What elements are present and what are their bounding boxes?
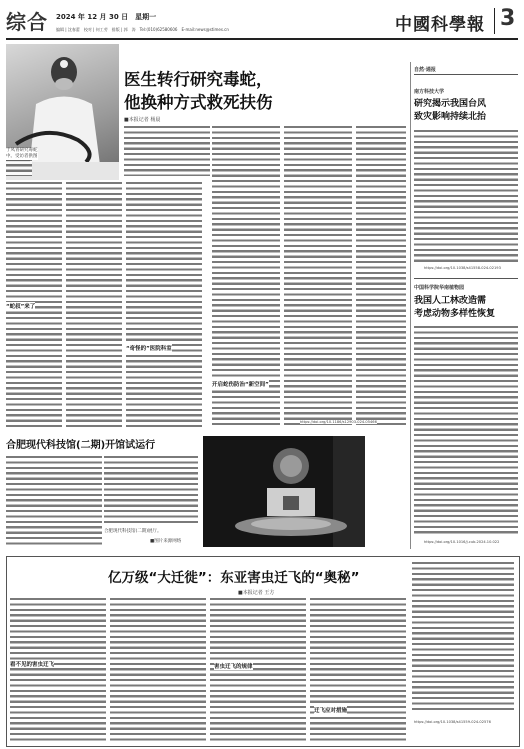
bottom-subhead-3: 迁飞应对措施 (314, 708, 348, 714)
museum-caption: 合肥现代科技馆(二期)展厅。 (104, 529, 162, 534)
bottom-body-col-4 (310, 598, 406, 742)
lead-body-col-3 (126, 182, 202, 428)
sidebar-item2-title-line-2: 考虑动物多样性恢复 (414, 309, 496, 319)
sidebar-rule (414, 74, 518, 75)
sidebar-item1-title-line-1: 研究揭示我国台风 (414, 99, 487, 109)
bottom-subhead-1: 看不见的害虫迁飞 (10, 662, 55, 668)
issue-date: 2024 年 12 月 30 日 星期一 (56, 13, 157, 21)
photo-caption: 于凤青研究毒蛇中。受访者供图 (6, 148, 38, 159)
editor-info: 编辑 | 沈春蕾 校对 | 何工劳 排版 | 郭 涛 Tel:(010)62580606 E-mail:news@stimes.cn (56, 27, 229, 32)
bottom-subhead-2: 害虫迁飞的规律 (214, 664, 253, 670)
lead-body-col-6 (356, 126, 406, 426)
museum-body-col-1 (6, 456, 102, 548)
lead-title-line-1: 医生转行研究毒蛇， (124, 70, 273, 89)
section-title: 综合 (6, 10, 48, 34)
museum-caption-credit: ■图片来源网络 (150, 539, 182, 544)
lead-byline: ■本报记者 杨晨 (124, 117, 161, 123)
lead-body-col-5 (284, 126, 352, 426)
bottom-title: 亿万级“大迁徙”：东亚害虫迁飞的“奥秘” (108, 570, 360, 586)
sidebar-item2-doi: https://doi.org/10.1016/j.cub.2024.10.022 (424, 540, 500, 544)
lead-subhead-3: 开启蛇伤防治“新空间” (212, 382, 269, 388)
lead-doi: https://doi.org/10.1186/s12903-024-05466 (300, 420, 377, 424)
sidebar-item1-title-line-2: 致灾影响持续北抬 (414, 112, 487, 122)
bottom-byline: ■本报记者 王方 (238, 590, 275, 596)
sidebar-item1-doi: https://doi.org/10.1038/s41558-024-02193 (424, 266, 501, 270)
sidebar-item1-body (414, 130, 518, 264)
page-number: 3 (500, 6, 516, 31)
bottom-body-col-5 (412, 562, 514, 712)
sidebar-item2-source: 中国科学院华南植物园 (414, 285, 465, 291)
sidebar-item2-title-line-1: 我国人工林改造需 (414, 296, 487, 306)
sidebar-item2-body (414, 326, 518, 536)
header-divider (494, 8, 495, 34)
bottom-doi: https://doi.org/10.1038/s41559-024-02576 (414, 720, 514, 725)
header-rule (6, 38, 518, 40)
bottom-body-col-3 (210, 598, 306, 742)
museum-title: 合肥现代科技馆(二期)开馆试运行 (6, 440, 156, 451)
newspaper-masthead: 中國科學報 (395, 15, 485, 35)
sidebar-tag: 自然·通报 (414, 67, 436, 73)
lead-subhead-1: “蛇叔”来了 (6, 304, 36, 310)
bottom-body-col-2 (110, 598, 206, 742)
lead-subhead-2: “奇怪的”医院科室 (126, 346, 172, 352)
museum-exhibit-photo (203, 436, 365, 547)
lead-body-col-2 (66, 182, 122, 428)
sidebar-item1-source: 南方科技大学 (414, 89, 445, 95)
lead-title-line-2: 他换种方式救死扶伤 (124, 93, 273, 112)
bottom-body-col-1 (10, 598, 106, 742)
lead-body-col-1a (124, 126, 210, 176)
sidebar-divider (414, 278, 518, 279)
museum-body-col-2 (104, 456, 198, 524)
